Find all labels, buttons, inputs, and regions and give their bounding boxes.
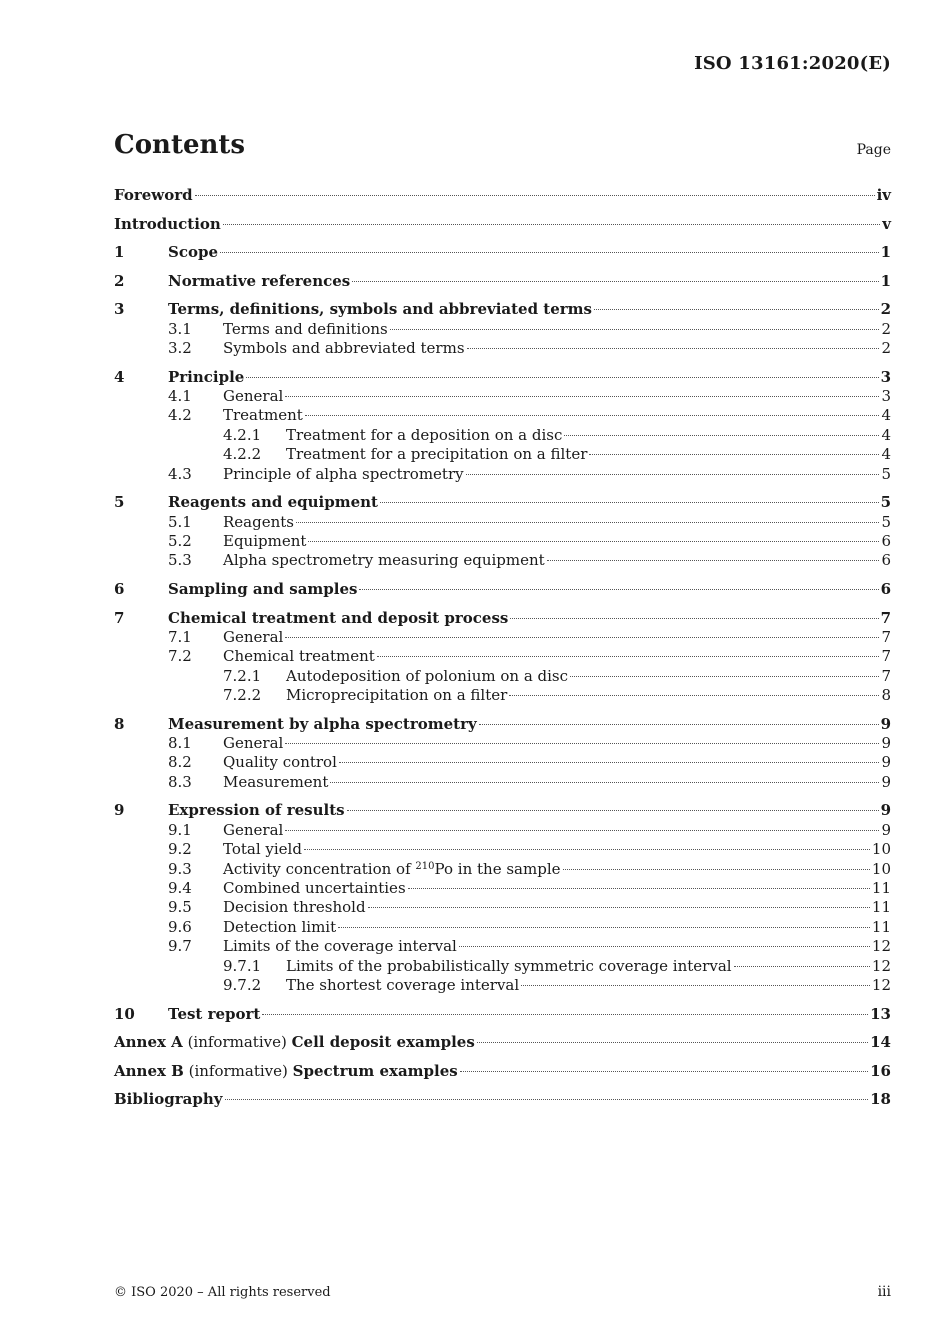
dot-leader: [380, 502, 879, 503]
toc-entry-number: 4: [114, 367, 125, 386]
dot-leader: [460, 1071, 868, 1072]
toc-entry-title: Limits of the probabilistically symmetric coverage interval: [286, 956, 732, 975]
toc-entry-number: 9.7: [168, 937, 192, 956]
toc-entry-number: 7: [114, 608, 125, 627]
dot-leader: [285, 743, 879, 744]
annex-title: Spectrum examples: [292, 1061, 458, 1080]
toc-entry-title: Principle of alpha spectrometry: [223, 464, 464, 483]
dot-leader: [304, 849, 870, 850]
toc-entry-title: Autodeposition of polonium on a disc: [286, 666, 569, 685]
toc-entry-title: Terms, definitions, symbols and abbreviated terms: [168, 300, 592, 319]
toc-entry-page: 6: [881, 531, 891, 550]
toc-entry-title: Treatment for a precipitation on a filter: [286, 445, 588, 464]
toc-entry-page: 11: [871, 898, 891, 917]
toc-entry[interactable]: [114, 937, 891, 956]
page-column-label: Page: [856, 142, 891, 158]
toc-entry-title: Equipment: [223, 531, 307, 550]
toc-entry[interactable]: [114, 300, 891, 319]
dot-leader: [330, 782, 879, 783]
toc-entry-page: 7: [881, 627, 891, 646]
toc-entry-title: Measurement by alpha spectrometry: [168, 714, 477, 733]
dot-leader: [459, 946, 870, 947]
toc-entry[interactable]: [114, 840, 891, 859]
toc-entry-title: Principle: [168, 367, 245, 386]
toc-entry[interactable]: [114, 647, 891, 666]
toc-entry-title: Detection limit: [223, 917, 337, 936]
dot-leader: [368, 907, 870, 908]
toc-entry-number: 4.2.1: [223, 425, 262, 444]
toc-entry-number: 4.1: [168, 387, 192, 406]
toc-entry-number: 8: [114, 714, 125, 733]
toc-entry-number: 3.1: [168, 319, 192, 338]
dot-leader: [467, 348, 880, 349]
toc-entry[interactable]: [114, 898, 891, 917]
dot-leader: [359, 589, 878, 590]
toc-entry[interactable]: [114, 387, 891, 406]
toc-entry-page: 18: [870, 1090, 891, 1109]
toc-entry[interactable]: [114, 976, 891, 995]
toc-entry-title: Chemical treatment: [223, 647, 375, 666]
toc-entry-title: Foreword: [114, 186, 193, 204]
toc-entry-number: 9.3: [168, 859, 192, 878]
toc-entry[interactable]: [114, 1005, 891, 1024]
toc-entry-page: 4: [881, 406, 891, 425]
toc-entry[interactable]: [114, 686, 891, 705]
annex-note: (informative): [183, 1061, 293, 1080]
dot-leader: [477, 1042, 868, 1043]
toc-entry[interactable]: [114, 715, 891, 734]
dot-leader: [563, 869, 870, 870]
dot-leader: [352, 281, 878, 282]
toc-entry[interactable]: [114, 339, 891, 358]
dot-leader: [734, 966, 870, 967]
toc-entry-page: 2: [881, 339, 891, 358]
toc-entry-page: 2: [881, 319, 891, 338]
dot-leader: [390, 329, 880, 330]
toc-entry-number: 3.2: [168, 339, 192, 358]
toc-entry-page: 1: [880, 271, 891, 290]
toc-entry-title: Expression of results: [168, 801, 345, 820]
toc-entry-page: 7: [880, 608, 891, 627]
toc-entry-page: 9: [881, 753, 891, 772]
dot-leader: [521, 985, 870, 986]
dot-leader: [564, 435, 879, 436]
toc-entry-title: [223, 860, 561, 879]
toc-entry[interactable]: [114, 465, 891, 484]
toc-entry-title: Introduction: [114, 214, 221, 233]
toc-entry-page: 7: [881, 666, 891, 685]
toc-entry-page: 9: [881, 734, 891, 753]
dot-leader: [509, 695, 879, 696]
dot-leader: [308, 541, 879, 542]
annex-label: Annex A: [114, 1033, 183, 1052]
toc-entry-page: 6: [881, 551, 891, 570]
toc-entry[interactable]: [114, 445, 891, 464]
toc-entry-title: The shortest coverage interval: [286, 975, 520, 994]
dot-leader: [589, 454, 879, 455]
toc-entry-title: General: [223, 627, 284, 646]
toc-entry[interactable]: [114, 243, 891, 262]
toc-entry-title: [114, 1033, 475, 1052]
toc-entry-page: 8: [881, 686, 891, 705]
toc-entry[interactable]: [114, 609, 891, 628]
toc-entry-page: 9: [881, 820, 891, 839]
toc-entry-number: 5: [114, 493, 125, 512]
toc-entry-title: Decision threshold: [223, 898, 366, 917]
toc-entry-number: 9.7.1: [223, 956, 262, 975]
toc-entry[interactable]: [114, 406, 891, 425]
toc-entry-title: Normative references: [168, 271, 351, 290]
toc-entry[interactable]: [114, 773, 891, 792]
toc-entry[interactable]: [114, 1090, 891, 1109]
toc-entry[interactable]: [114, 532, 891, 551]
toc-entry[interactable]: [114, 493, 891, 512]
dot-leader: [262, 1014, 868, 1015]
toc-entry[interactable]: [114, 753, 891, 772]
toc-entry-page: 13: [870, 1004, 891, 1023]
toc-entry-title: General: [223, 734, 284, 753]
toc-entry-page: 10: [871, 840, 891, 859]
annex-title: Cell deposit examples: [291, 1033, 475, 1052]
toc-entry-number: 5.2: [168, 531, 192, 550]
toc-entry-number: 9.7.2: [223, 975, 262, 994]
toc-entry-page: 2: [880, 300, 891, 319]
dot-leader: [479, 724, 879, 725]
dot-leader: [377, 656, 880, 657]
toc-entry-number: 10: [114, 1004, 135, 1023]
toc-entry-title: Bibliography: [114, 1090, 223, 1109]
dot-leader: [570, 676, 879, 677]
toc-entry-title: Measurement: [223, 772, 329, 791]
toc-entry-page: 16: [870, 1061, 891, 1080]
toc-entry-title: Terms and definitions: [223, 319, 388, 338]
toc-entry-page: 5: [881, 464, 891, 483]
dot-leader: [285, 396, 879, 397]
toc-entry-page: iv: [876, 186, 891, 204]
annex-label: Annex B: [114, 1061, 184, 1080]
dot-leader: [347, 810, 879, 811]
toc-entry-page: 3: [880, 367, 891, 386]
toc-entry-title: Reagents: [223, 512, 294, 531]
toc-entry[interactable]: [114, 734, 891, 753]
toc-entry-title: [114, 1062, 458, 1081]
toc-entry-number: 2: [114, 271, 125, 290]
toc-entry[interactable]: [114, 272, 891, 291]
toc-entry-title: Symbols and abbreviated terms: [223, 339, 465, 358]
toc-entry-number: 6: [114, 579, 125, 598]
toc-entry-page: 12: [871, 956, 891, 975]
dot-leader: [510, 618, 878, 619]
toc-entry-page: 12: [871, 975, 891, 994]
toc-entry-number: 8.1: [168, 734, 192, 753]
toc-entry[interactable]: [114, 860, 891, 879]
toc-entry-number: 5.3: [168, 551, 192, 570]
document-id: ISO 13161:2020(E): [694, 53, 891, 74]
toc-entry-number: 4.3: [168, 464, 192, 483]
isotope-superscript: 210: [415, 860, 435, 872]
toc-entry-number: 4.2: [168, 406, 192, 425]
toc-entry-page: v: [882, 214, 891, 233]
toc-entry[interactable]: [114, 667, 891, 686]
toc-entry-title: Combined uncertainties: [223, 878, 406, 897]
toc-entry-page: 9: [880, 801, 891, 820]
dot-leader: [225, 1099, 869, 1100]
toc-entry[interactable]: [114, 957, 891, 976]
toc-entry-title: Test report: [168, 1004, 261, 1023]
toc-entry[interactable]: [114, 1062, 891, 1081]
dot-leader: [223, 224, 880, 225]
toc-entry-page: 5: [881, 512, 891, 531]
dot-leader: [338, 927, 870, 928]
dot-leader: [466, 474, 880, 475]
toc-entry-title: General: [223, 387, 284, 406]
toc-entry[interactable]: [114, 368, 891, 387]
dot-leader: [285, 637, 879, 638]
dot-leader: [594, 309, 879, 310]
toc-entry-number: 9: [114, 801, 125, 820]
dot-leader: [547, 560, 880, 561]
dot-leader: [246, 377, 878, 378]
copyright-notice: © ISO 2020 – All rights reserved: [114, 1285, 331, 1300]
toc-entry-page: 11: [871, 917, 891, 936]
page-number: iii: [877, 1284, 891, 1300]
toc-entry-number: 9.6: [168, 917, 192, 936]
contents-title: Contents: [114, 130, 246, 160]
toc-entry-number: 4.2.2: [223, 445, 262, 464]
toc-entry-page: 14: [870, 1033, 891, 1052]
toc-entry-title: Limits of the coverage interval: [223, 937, 457, 956]
toc-entry-title: Treatment for a deposition on a disc: [286, 425, 563, 444]
title-part: Activity concentration of: [223, 859, 416, 878]
toc-entry-number: 9.5: [168, 898, 192, 917]
toc-entry-page: 6: [880, 579, 891, 598]
dot-leader: [408, 888, 870, 889]
toc-entry[interactable]: [114, 821, 891, 840]
toc-entry-title: Sampling and samples: [168, 579, 358, 598]
toc-entry-number: 1: [114, 243, 125, 262]
toc-entry-page: 7: [881, 647, 891, 666]
toc-entry-number: 3: [114, 300, 125, 319]
toc-entry[interactable]: [114, 215, 891, 234]
toc-entry[interactable]: [114, 551, 891, 570]
toc-entry-title: Microprecipitation on a filter: [286, 686, 508, 705]
toc-entry[interactable]: [114, 186, 891, 205]
toc-entry-page: 9: [881, 772, 891, 791]
toc-entry-page: 3: [881, 387, 891, 406]
toc-entry[interactable]: [114, 918, 891, 937]
toc-entry-title: Reagents and equipment: [168, 493, 378, 512]
toc-entry-title: General: [223, 820, 284, 839]
toc-entry-number: 7.1: [168, 627, 192, 646]
toc-entry[interactable]: [114, 426, 891, 445]
toc-entry[interactable]: [114, 801, 891, 820]
toc-entry-page: 4: [881, 425, 891, 444]
toc-entry-page: 4: [881, 445, 891, 464]
table-of-contents: [114, 186, 891, 1110]
toc-entry-page: 5: [880, 493, 891, 512]
toc-entry-number: 9.1: [168, 820, 192, 839]
toc-entry-page: 1: [880, 243, 891, 262]
dot-leader: [285, 830, 879, 831]
toc-entry-number: 7.2.1: [223, 666, 262, 685]
annex-note: (informative): [182, 1033, 292, 1052]
toc-entry-number: 9.4: [168, 878, 192, 897]
toc-entry-number: 8.3: [168, 772, 192, 791]
toc-entry-title: Chemical treatment and deposit process: [168, 608, 509, 627]
toc-entry[interactable]: [114, 1033, 891, 1052]
toc-entry-number: 7.2.2: [223, 686, 262, 705]
toc-entry-title: Alpha spectrometry measuring equipment: [223, 551, 545, 570]
toc-entry-number: 8.2: [168, 753, 192, 772]
toc-entry-number: 7.2: [168, 647, 192, 666]
toc-entry[interactable]: [114, 513, 891, 532]
toc-entry[interactable]: [114, 580, 891, 599]
toc-entry-title: Treatment: [223, 406, 303, 425]
toc-entry-number: 9.2: [168, 840, 192, 859]
toc-entry[interactable]: [114, 320, 891, 339]
toc-entry-page: 12: [871, 937, 891, 956]
toc-entry-page: 10: [871, 859, 891, 878]
title-part: Po in the sample: [434, 859, 561, 878]
toc-entry[interactable]: [114, 879, 891, 898]
toc-entry-number: 5.1: [168, 512, 192, 531]
dot-leader: [220, 252, 879, 253]
toc-entry-page: 9: [880, 714, 891, 733]
toc-entry-page: 11: [871, 878, 891, 897]
toc-entry[interactable]: [114, 628, 891, 647]
toc-entry-title: Total yield: [223, 840, 302, 859]
toc-entry-title: Quality control: [223, 753, 337, 772]
dot-leader: [195, 195, 875, 196]
dot-leader: [339, 762, 880, 763]
dot-leader: [296, 522, 879, 523]
dot-leader: [305, 415, 880, 416]
toc-entry-title: Scope: [168, 243, 219, 262]
